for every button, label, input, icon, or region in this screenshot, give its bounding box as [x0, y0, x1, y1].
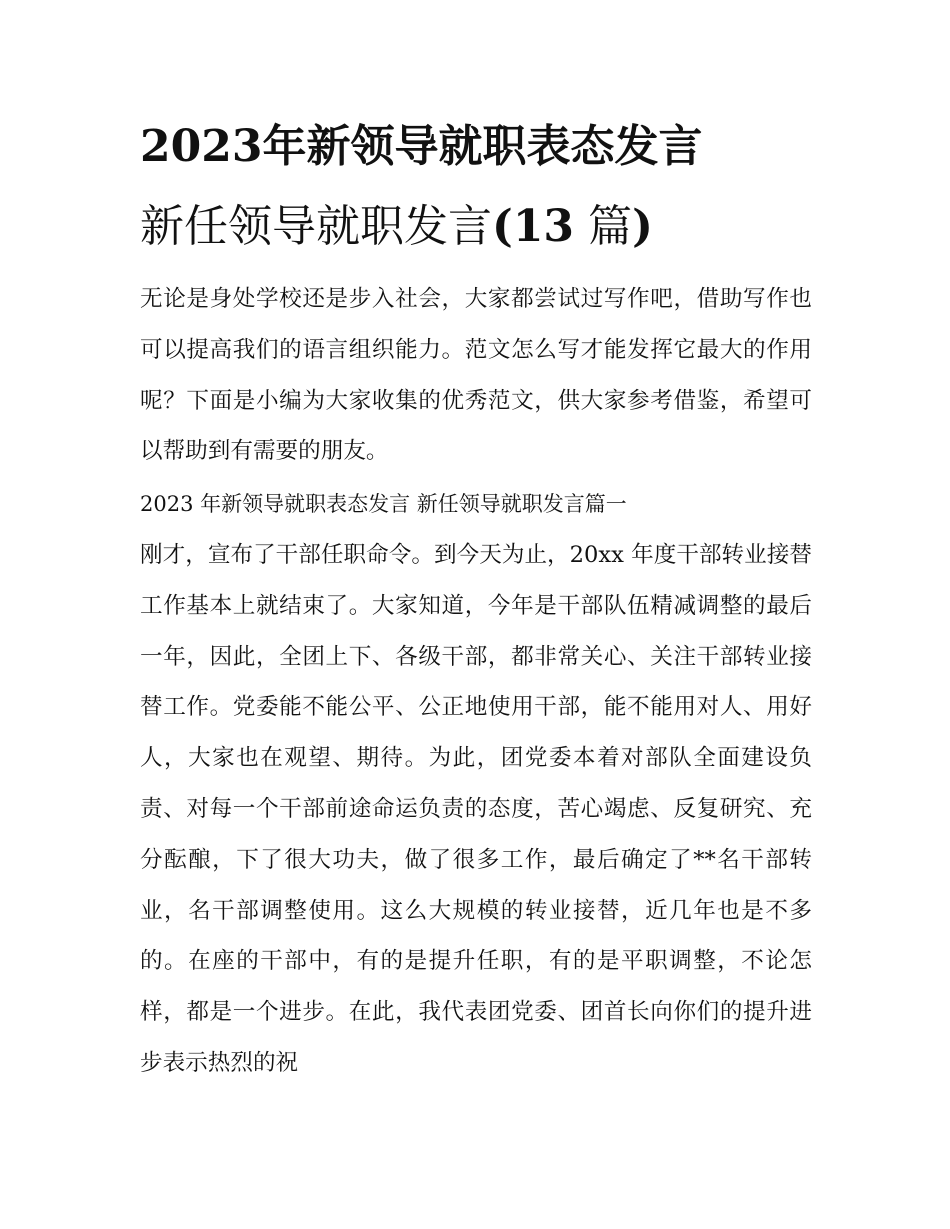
section-heading: 2023 年新领导就职表态发言 新任领导就职发言篇一 [140, 492, 627, 517]
document-title-line-1 [140, 118, 812, 176]
title-close-paren: ) [632, 201, 653, 252]
title-year: 2023 [140, 121, 263, 172]
title-count: (13 [492, 201, 575, 252]
title-line-1-text: 年新领导就职表态发言 [262, 121, 703, 172]
title-line-2-suffix: 篇 [588, 201, 633, 252]
intro-paragraph: 无论是身处学校还是步入社会，大家都尝试过写作吧，借助写作也可以提高我们的语言组织能力。范文怎么写才能发挥它最大的作用呢？下面是小编为大家收集的优秀范文，供大家参考借鉴，希望可以帮助到有需要的朋友。 [140, 286, 812, 465]
document-content [140, 118, 812, 1089]
document-title-line-2 [140, 198, 812, 256]
title-line-2-text: 新任领导就职发言 [140, 201, 492, 252]
body-paragraph: 刚才，宣布了干部任职命令。到今天为止，20xx 年度干部转业接替工作基本上就结束了。大家知道，今年是干部队伍精减调整的最后一年，因此，全团上下、各级干部，都非常关心、关注干部转业接替工作。党委能不能公平、公正地使用干部，能不能用对人、用好人，大家也在观望、期待。为此，团党委本着对部队全面建设负责、对每一个干部前途命运负责的态度，苦心竭虑、反复研究、充分酝酿，下了很大功夫，做了很多工作，最后确定了**名干部转业，名干部调整使用。这么大规模的转业接替，近几年也是不多的。在座的干部中，有的是提升任职，有的是平职调整，不论怎样，都是一个进步。在此，我代表团党委、团首长向你们的提升进步表示热烈的祝 [140, 541, 812, 1076]
